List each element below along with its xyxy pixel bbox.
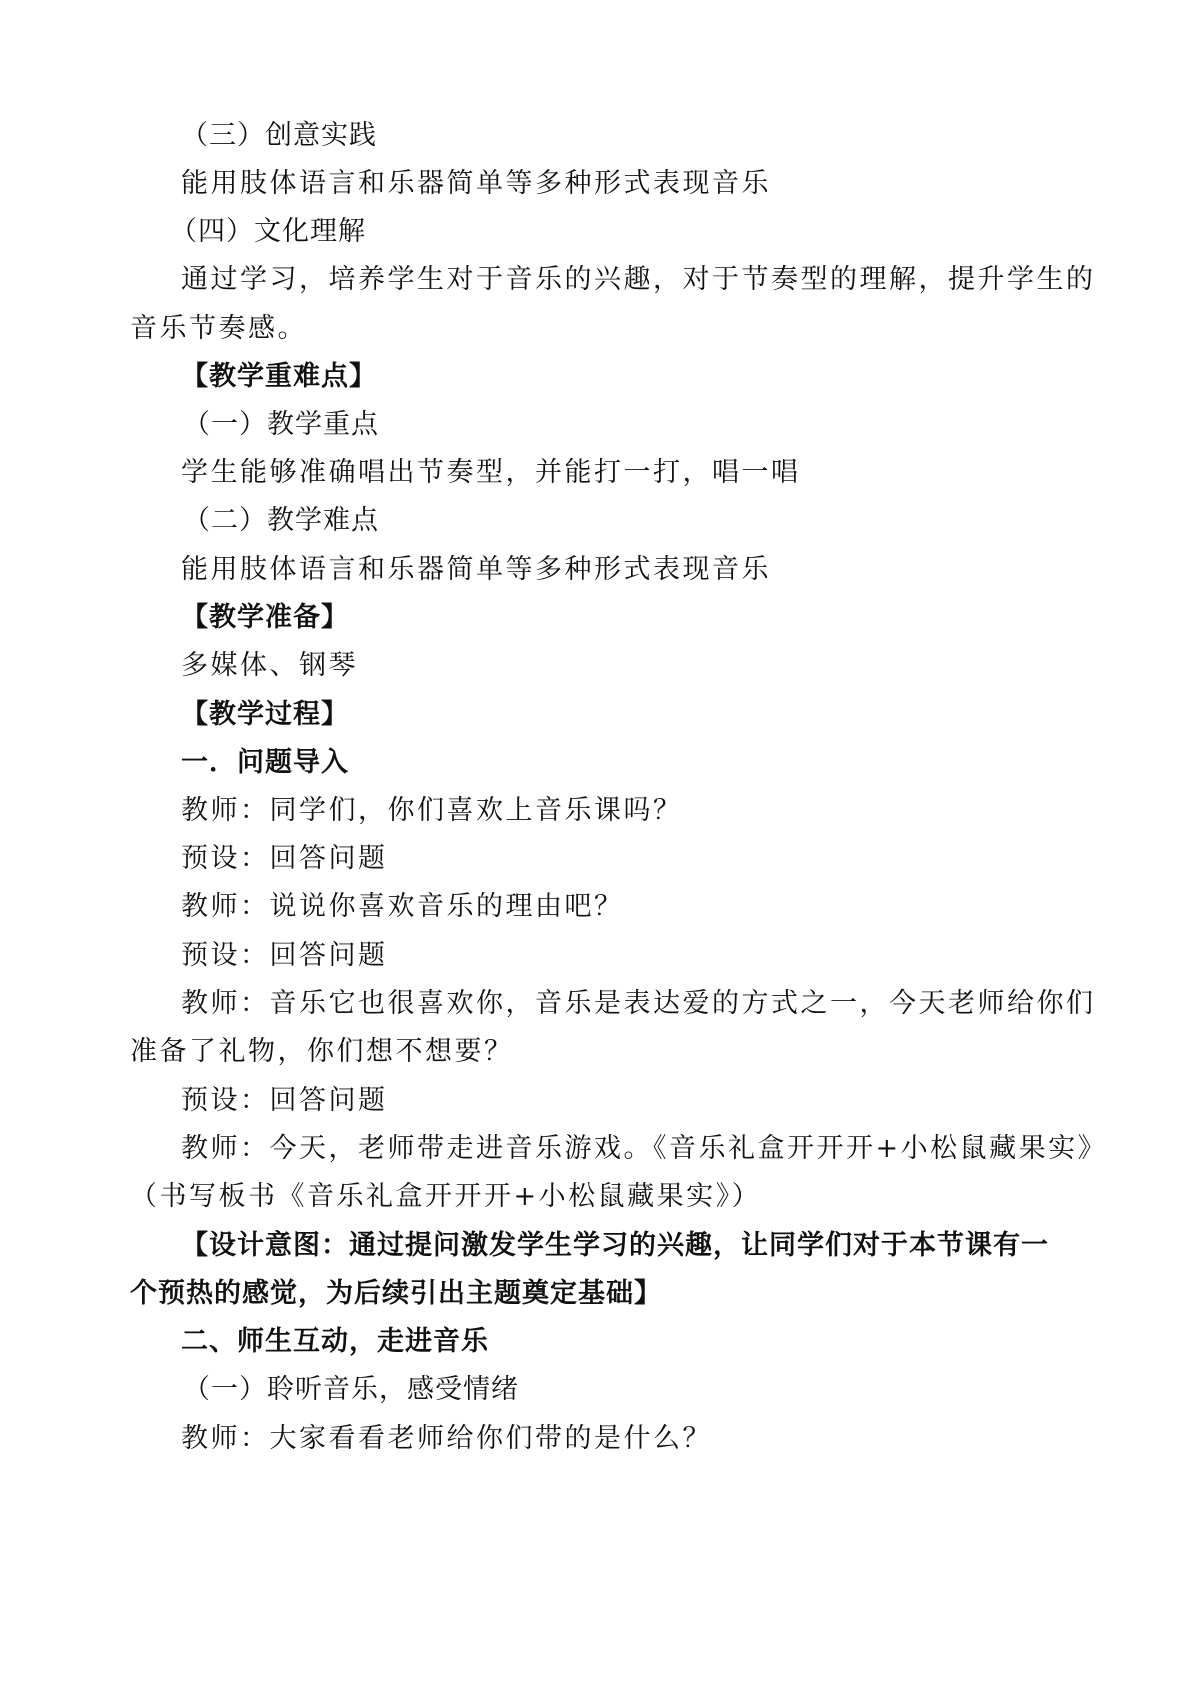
section-1-line: （书写板书《音乐礼盒开开开+小松鼠藏果实》） bbox=[130, 1181, 762, 1212]
teaching-focus-heading: （一）教学重点 bbox=[183, 409, 379, 440]
cultural-understanding-body-line1: 通过学习，培养学生对于音乐的兴趣，对于节奏型的理解，提升学生的 bbox=[181, 264, 1096, 295]
section-1-line: 教师：音乐它也很喜欢你，音乐是表达爱的方式之一，今天老师给你们 bbox=[181, 988, 1096, 1019]
section-1-line: 预设：回答问题 bbox=[181, 940, 388, 971]
creative-practice-body: 能用肢体语言和乐器简单等多种形式表现音乐 bbox=[181, 168, 771, 199]
section-1-line: 教师：说说你喜欢音乐的理由吧？ bbox=[181, 891, 624, 922]
section-2-heading: 二、师生互动，走进音乐 bbox=[181, 1326, 489, 1357]
section-1-line: 教师：今天，老师带走进音乐游戏。《音乐礼盒开开开+小松鼠藏果实》 bbox=[181, 1133, 1108, 1164]
section-1-line: 教师：同学们，你们喜欢上音乐课吗？ bbox=[181, 795, 683, 826]
creative-practice-heading: （三）创意实践 bbox=[181, 120, 377, 151]
cultural-understanding-heading: （四）文化理解 bbox=[170, 216, 366, 247]
teaching-difficulty-body: 能用肢体语言和乐器简单等多种形式表现音乐 bbox=[181, 554, 771, 585]
section-1-line: 预设：回答问题 bbox=[181, 1085, 388, 1116]
key-points-heading: 【教学重难点】 bbox=[181, 361, 377, 392]
design-intent-line2: 个预热的感觉，为后续引出主题奠定基础】 bbox=[130, 1278, 662, 1309]
cultural-understanding-body-line2: 音乐节奏感。 bbox=[130, 313, 307, 344]
section-1-heading: 一．问题导入 bbox=[181, 747, 349, 778]
section-2-subheading: （一）聆听音乐，感受情绪 bbox=[183, 1374, 519, 1405]
process-heading: 【教学过程】 bbox=[181, 699, 349, 730]
section-1-line: 预设：回答问题 bbox=[181, 843, 388, 874]
teaching-focus-body: 学生能够准确唱出节奏型，并能打一打，唱一唱 bbox=[181, 457, 801, 488]
section-2-line: 教师：大家看看老师给你们带的是什么？ bbox=[181, 1423, 712, 1454]
teaching-difficulty-heading: （二）教学难点 bbox=[183, 505, 379, 536]
preparation-heading: 【教学准备】 bbox=[181, 602, 349, 633]
section-1-line: 准备了礼物，你们想不想要？ bbox=[130, 1036, 514, 1067]
preparation-body: 多媒体、钢琴 bbox=[181, 650, 358, 681]
design-intent-line1: 【设计意图：通过提问激发学生学习的兴趣，让同学们对于本节课有一 bbox=[181, 1230, 1049, 1261]
